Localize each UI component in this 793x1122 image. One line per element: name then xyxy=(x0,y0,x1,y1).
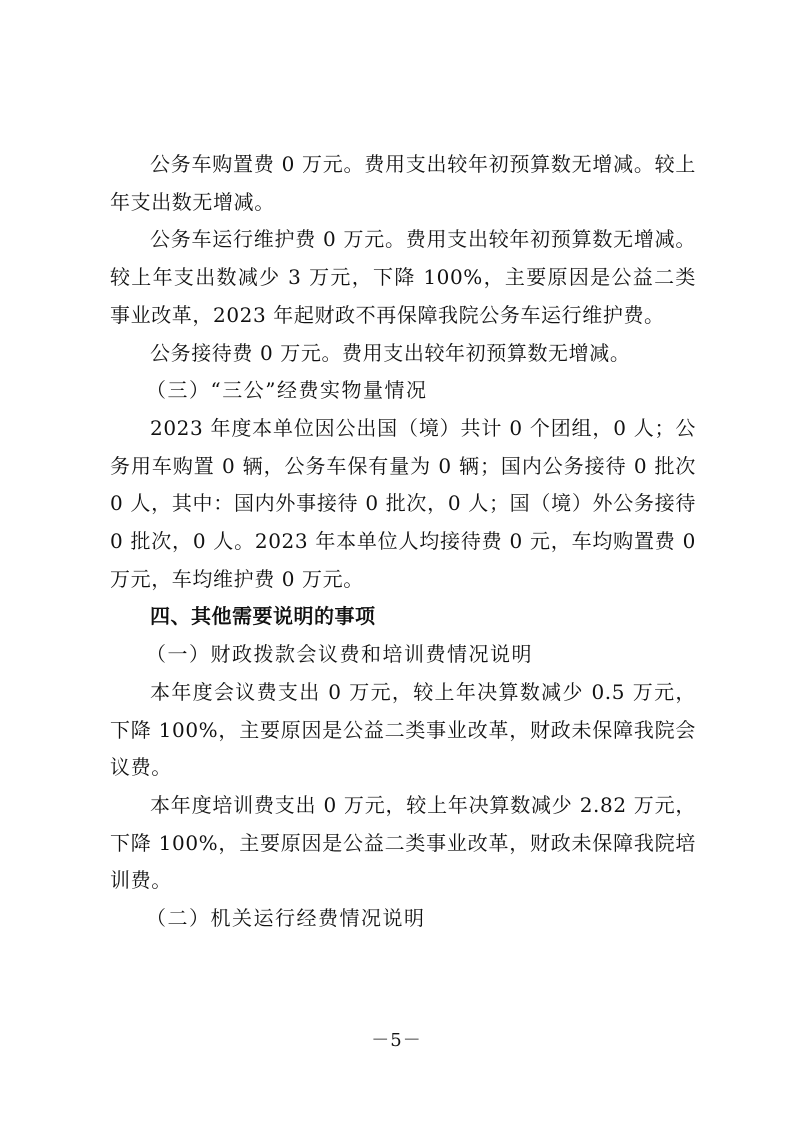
paragraph-meeting-fee: 本年度会议费支出 0 万元，较上年决算数减少 0.5 万元，下降 100%，主要原因是公益二类事业改革，财政未保障我院会议费。 xyxy=(110,679,696,780)
subheading-physical-quantity: （三）“三公”经费实物量情况 xyxy=(146,378,428,403)
paragraph-training-fee: 本年度培训费支出 0 万元，较上年决算数减少 2.82 万元，下降 100%，主要原因是公益二类事业改革，财政未保障我院培训费。 xyxy=(110,792,696,893)
document-body xyxy=(110,146,696,938)
section-heading-other-matters: 四、其他需要说明的事项 xyxy=(150,604,376,629)
subheading-operating-expenses: （二）机关运行经费情况说明 xyxy=(146,906,426,931)
paragraph-physical-quantity: 2023 年度本单位因公出国（境）共计 0 个团组，0 人；公务用车购置 0 辆，公务车保有量为 0 辆；国内公务接待 0 批次 0 人，其中：国内外事接待 0 批次，0 人；国（境）外公务接待 0 批次，0 人。2023 年本单位人均接待费 0 元，车均购置费 0 万元，车均维护费 0 万元。 xyxy=(110,415,696,591)
subheading-meeting-training: （一）财政拨款会议费和培训费情况说明 xyxy=(146,642,533,667)
paragraph-vehicle-maintenance: 公务车运行维护费 0 万元。费用支出较年初预算数无增减。较上年支出数减少 3 万元，下降 100%，主要原因是公益二类事业改革，2023 年起财政不再保障我院公务车运行维护费。 xyxy=(110,227,696,327)
paragraph-vehicle-purchase: 公务车购置费 0 万元。费用支出较年初预算数无增减。较上年支出数无增减。 xyxy=(110,152,696,214)
paragraph-reception-fee: 公务接待费 0 万元。费用支出较年初预算数无增减。 xyxy=(150,340,631,365)
page-number: －5－ xyxy=(371,1030,422,1051)
